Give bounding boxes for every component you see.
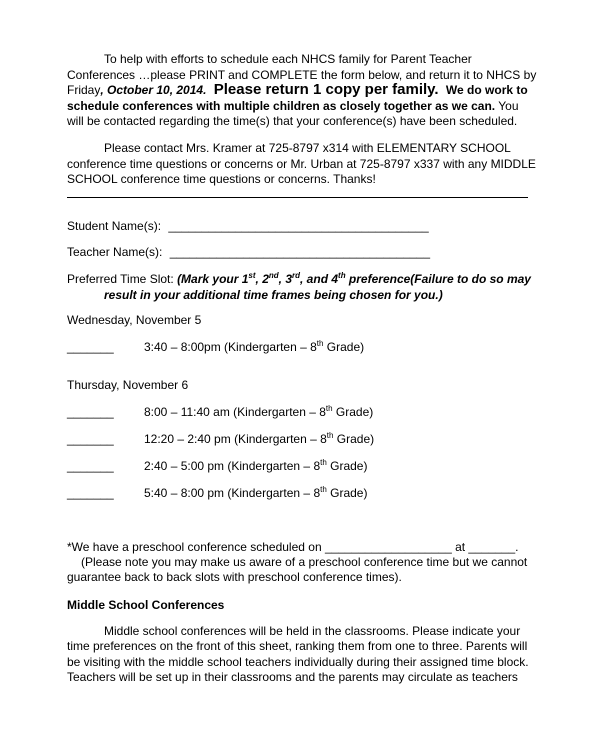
preferred-slot-instructions: (Mark your 1st, 2nd, 3rd, and 4th preference(Failure to do so may [177,271,531,286]
preferred-slot-line-2: result in your additional time frames being chosen for you.) [104,288,443,302]
contact-line-2: conference time questions or concerns or Mr. Urban at 725-8797 x337 with any MIDDLE [67,157,536,171]
intro-period: . [434,81,439,98]
intro-line-4 [67,99,519,113]
student-name-field[interactable] [67,219,429,233]
preschool-line-1: *We have a preschool conference scheduled on ___________________ at _______. [67,540,519,554]
slot-time: 2:40 – 5:00 pm (Kindergarten – 8th Grade) [144,458,368,473]
day-label-thursday: Thursday, November 6 [67,378,189,392]
student-name-label: Student Name(s): [67,219,162,233]
slot-time: 5:40 – 8:00 pm (Kindergarten – 8th Grade) [144,485,368,500]
middle-line-2: time preferences on the front of this sheet, ranking them from one to three. Parents will [67,639,528,653]
slot-blank[interactable]: _______ [67,432,114,446]
slot-blank[interactable]: _______ [67,486,114,500]
contact-line-3: SCHOOL conference time questions or concerns. Thanks! [67,172,376,186]
student-name-line[interactable]: _______________________________________ [168,219,429,233]
slot-blank[interactable]: _______ [67,340,114,354]
slot-time: 8:00 – 11:40 am (Kindergarten – 8th Grade) [144,404,374,419]
slot-blank[interactable]: _______ [67,459,114,473]
intro-date: , October 10, 2014. [100,83,207,97]
day-label-wednesday: Wednesday, November 5 [67,313,202,327]
intro-we-do-work: We do work to [445,83,528,97]
middle-line-4: Teachers will be set up in their classrooms and the parents may circulate as teachers [67,670,518,684]
intro-line-1: To help with efforts to schedule each NHCS family for Parent Teacher [104,52,472,66]
contact-line-1: Please contact Mrs. Kramer at 725-8797 x314 with ELEMENTARY SCHOOL [104,141,511,155]
intro-you: You [498,99,519,113]
teacher-name-label: Teacher Name(s): [67,245,163,259]
middle-line-1: Middle school conferences will be held in the classrooms. Please indicate your [104,624,521,638]
middle-school-heading: Middle School Conferences [67,598,225,612]
intro-schedule-bold: schedule conferences with multiple children as closely together as we can. [67,99,496,113]
intro-line-3 [67,83,528,97]
teacher-name-field[interactable] [67,245,430,259]
intro-return-copy: Please return 1 copy per family [213,81,435,98]
preschool-line-2: (Please note you may make us aware of a preschool conference time but we cannot [81,555,528,569]
preschool-line-3: guarantee back to back slots with preschool conference times). [67,570,402,584]
slot-time: 12:20 – 2:40 pm (Kindergarten – 8th Grade) [144,431,375,446]
preferred-slot-label: Preferred Time Slot: [67,272,174,286]
teacher-name-line[interactable]: _______________________________________ [169,245,430,259]
intro-friday: Friday [67,83,101,97]
intro-line-5: will be contacted regarding the time(s) that your conference(s) have been scheduled. [67,114,518,128]
preferred-slot-line-1 [67,272,531,286]
intro-line-2: Conferences …please PRINT and COMPLETE the form below, and return it to NHCS by [67,68,537,82]
slot-time: 3:40 – 8:00pm (Kindergarten – 8th Grade) [144,339,365,354]
divider-line [67,197,528,198]
middle-line-3: be visiting with the middle school teachers individually during their assigned time block. [67,655,529,669]
slot-blank[interactable]: _______ [67,405,114,419]
